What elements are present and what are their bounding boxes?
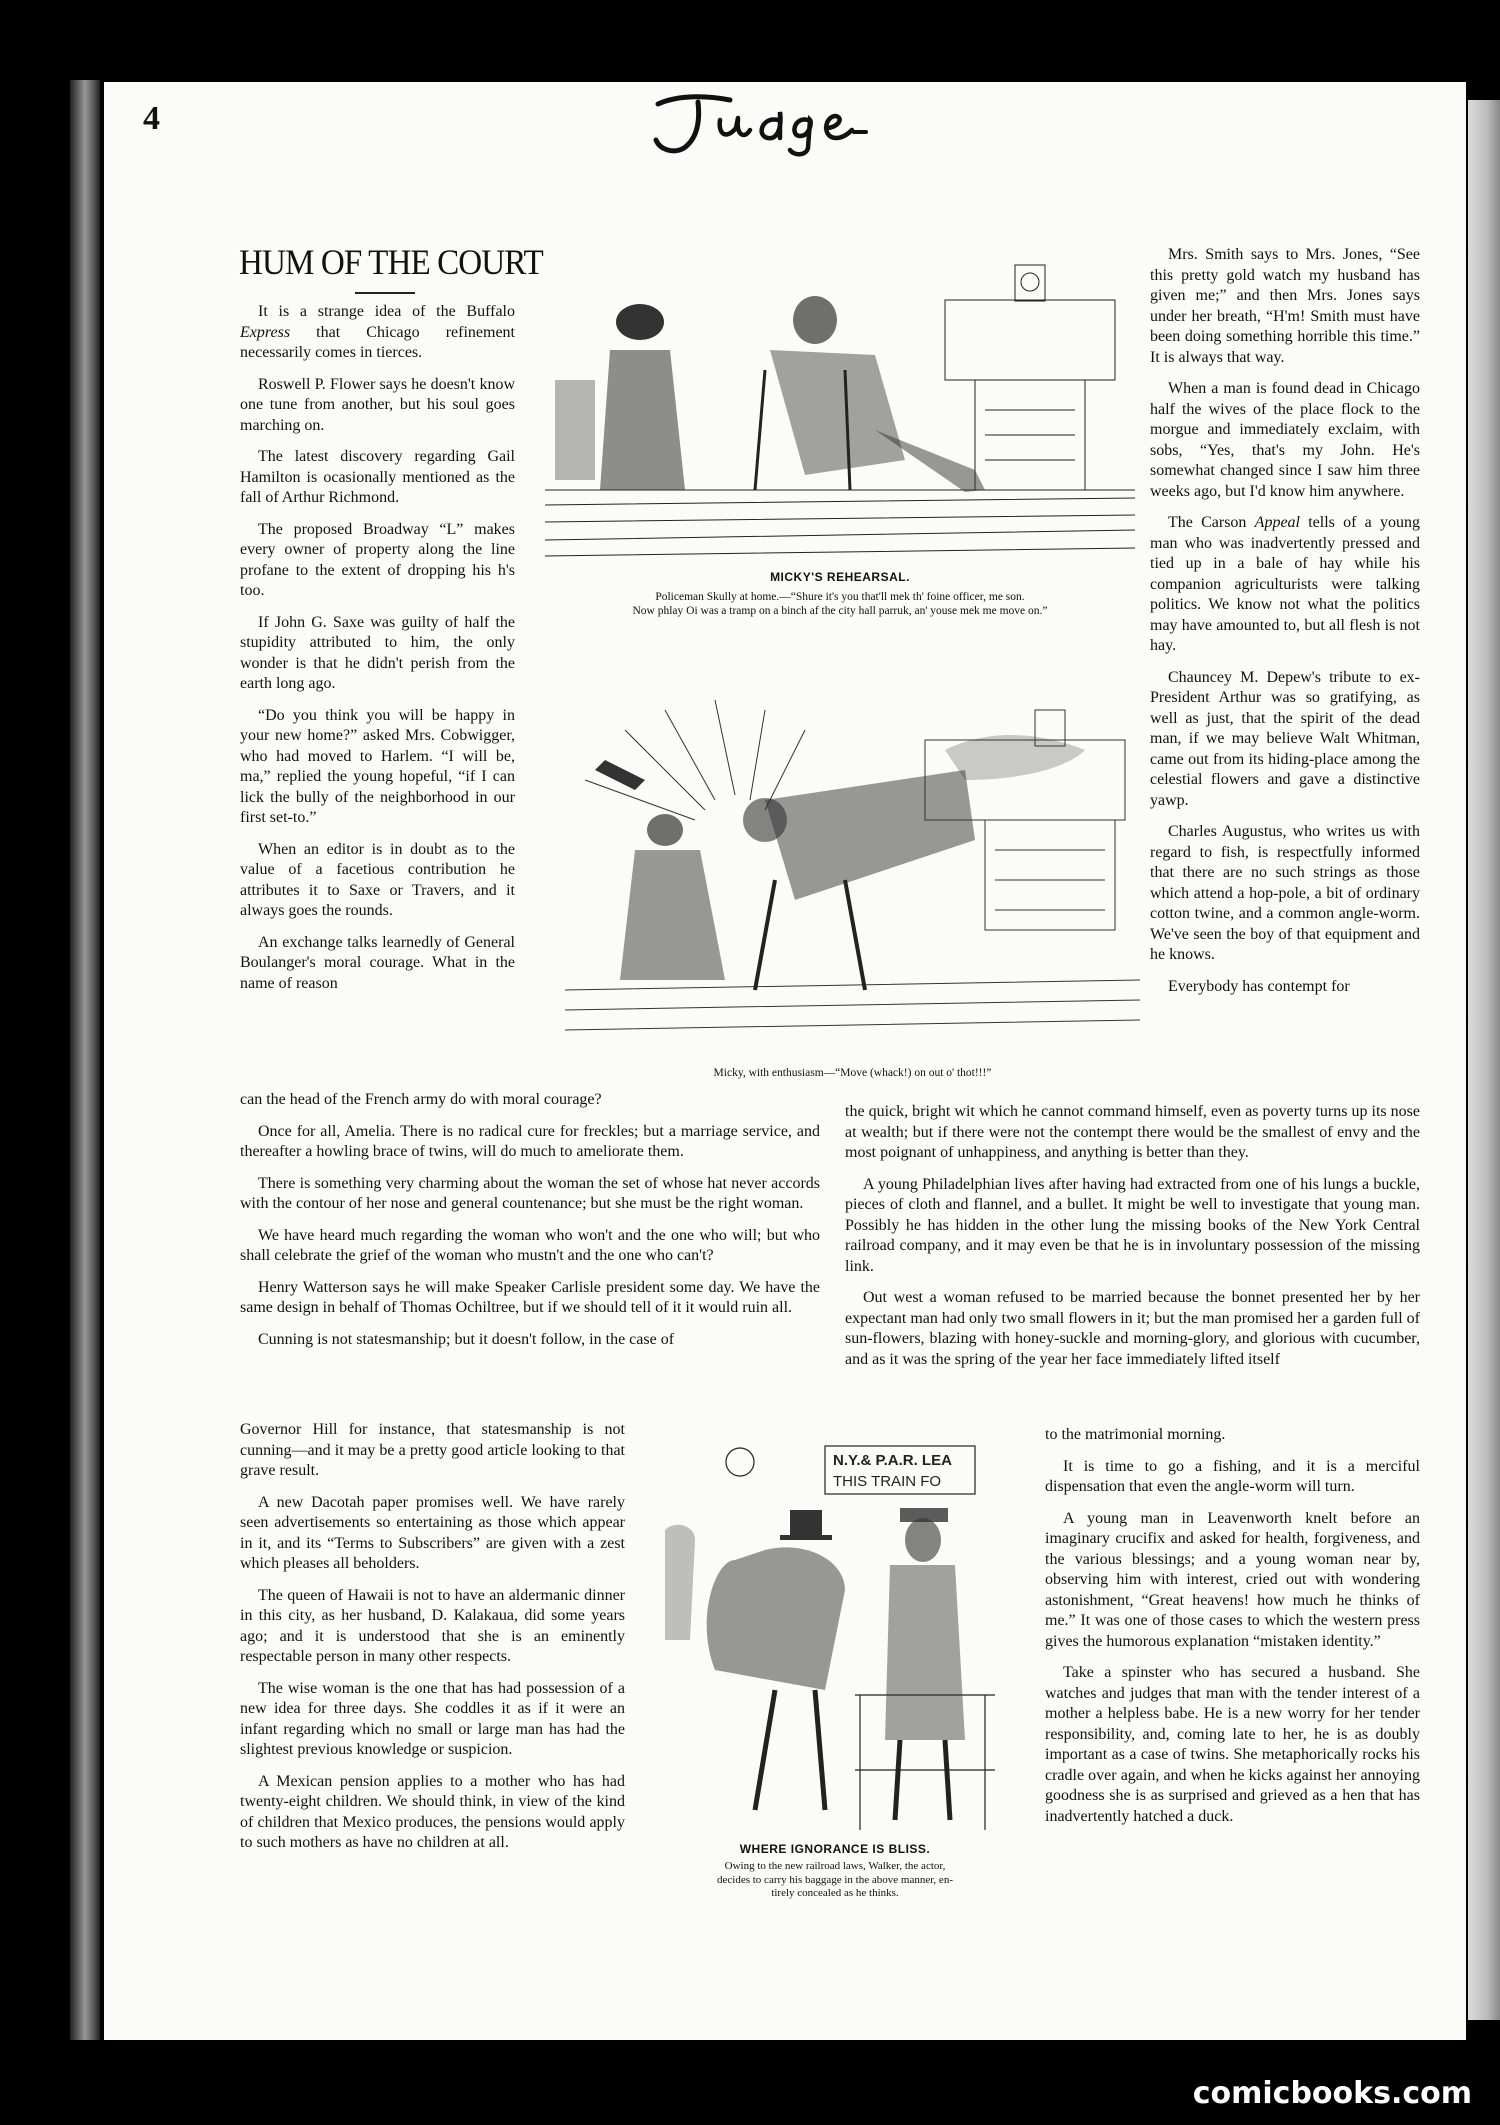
illustration-caption xyxy=(535,590,1145,618)
paragraph: Cunning is not statesmanship; but it doesn't follow, in the case of xyxy=(258,1330,675,1348)
paragraph-continuation: can the head of the French army do with moral courage? xyxy=(240,1091,602,1108)
paragraph: The wise woman is the one that has had possession of a new idea for three days. She coddles it as if it were an infant regarding which no small or large man has had the slightest previous knowledge or suspicion. xyxy=(240,1679,625,1758)
paragraph: Chauncey M. Depew's tribute to ex-President Arthur was so gratifying, as well as just, that the spirit of the dead man, if we may believe Walt Whitman, came out from its hiding-place among the celestial flowers and gave a distinctive yawp. xyxy=(1150,668,1420,809)
caption-line: Now phlay Oi was a tramp on a binch af the city hall parruk, an' youse mek me move on.” xyxy=(632,605,1048,617)
paragraph-continuation: the quick, bright wit which he cannot command himself, even as poverty turns up its nose at wealth; but if there were not the contempt there would be the smallest of envy and the most poignant of unhappiness, and anything is better than they. xyxy=(845,1103,1420,1161)
section-title: HUM OF THE COURT xyxy=(239,242,543,282)
train-sign-line1: N.Y.& P.A.R. LEA xyxy=(833,1452,952,1469)
title-rule xyxy=(355,292,415,294)
paragraph: When a man is found dead in Chicago half the wives of the place flock to the morgue and immediately exclaim, with sobs, “Yes, that's my John. He's somewhat changed since I saw him three weeks ago, but I'd know him anywhere. xyxy=(1150,380,1420,500)
paragraph: A young man in Leavenworth knelt before an imaginary crucifix and asked for health, forgiveness, and the various blessings; and a young woman near by, observing him with interest, cried out with wondering astonishment, “Great heavens! how much he thinks of me.” It was one of those cases to which the western press gives the humorous explanation “mistaken identity.” xyxy=(1045,1509,1420,1650)
paragraph: The queen of Hawaii is not to have an aldermanic dinner in this city, as her husband, D. Kalakaua, did some years ago; and it is understood that she is an eminently respectable person in many other respects. xyxy=(240,1586,625,1665)
illustration-caption xyxy=(645,1860,1025,1901)
train-sign-line2: THIS TRAIN FO xyxy=(833,1473,942,1490)
paragraph: It is a strange idea of the Buffalo Express that Chicago refinement necessarily comes in tierces. xyxy=(240,303,515,361)
caption-line: Policeman Skully at home.—“Shure it's you that'll mek th' foine officer, me son. xyxy=(655,591,1025,603)
book-binding-gutter xyxy=(70,80,100,2040)
paragraph: Roswell P. Flower says he doesn't know one tune from another, but his soul goes marching on. xyxy=(240,375,515,434)
caption-line: tirely concealed as he thinks. xyxy=(771,1887,899,1899)
paragraph: Charles Augustus, who writes us with regard to fish, is respectfully informed that there are no such strings as those which attend a hop-pole, a bit of ordinary cotton twine, and a common angle-worm. We've seen the boy of that equipment and he knows. xyxy=(1150,823,1420,963)
paragraph: A young Philadelphian lives after having had extracted from one of his lungs a buckle, pieces of cloth and flannel, and a bullet. It might be well to investigate that young man. Possibly he has hidden in the other lung the missing books of the New York Central railroad company, and it may even be that he is in involuntary possession of the missing link. xyxy=(845,1175,1420,1275)
paragraph: There is something very charming about the woman the set of whose hat never accords with the contour of her nose and general countenance; but she must be the right woman. xyxy=(240,1174,820,1212)
paragraph: A Mexican pension applies to a mother who has had twenty-eight children. We should think, in view of the kind of children that Mexico produces, the pensions would apply to such mothers as have no children at all. xyxy=(240,1772,625,1851)
paragraph: We have heard much regarding the woman who won't and the one who will; but who shall celebrate the grief of the woman who mustn't and the one who can't? xyxy=(240,1226,820,1264)
right-wide-block xyxy=(845,1102,1420,1381)
right-lower-column xyxy=(1045,1425,1420,1838)
right-column xyxy=(1150,245,1420,1008)
illustration-title: WHERE IGNORANCE IS BLISS. xyxy=(739,1842,931,1856)
caption-line: decides to carry his baggage in the above manner, en- xyxy=(717,1873,953,1886)
italic-title: Appeal xyxy=(1254,514,1300,531)
paragraph: Once for all, Amelia. There is no radical cure for freckles; but a marriage service, and thereafter a howling brace of twins, will do much to ameliorate them. xyxy=(240,1122,820,1160)
paragraph-continuation: Governor Hill for instance, that statesmanship is not cunning—and it may be a pretty good article looking to that grave result. xyxy=(240,1421,625,1479)
left-lower-column xyxy=(240,1420,625,1865)
judge-masthead-logo xyxy=(640,90,870,160)
paragraph: Everybody has contempt for xyxy=(1168,977,1350,995)
illustration-mickys-rehearsal xyxy=(545,260,1135,565)
illustration-caption: Micky, with enthusiasm—“Move (whack!) on out o' thot!!!” xyxy=(713,1067,992,1079)
illustration-micky-enthusiasm xyxy=(565,690,1140,1060)
paragraph: A new Dacotah paper promises well. We have rarely seen advertisements so entertaining as those which appear in it, and its “Terms to Subscribers” are given with a zest which pleases all beholders. xyxy=(240,1493,625,1572)
left-column xyxy=(240,302,515,1005)
paragraph: Henry Watterson says he will make Speaker Carlisle president some day. We have the same design in behalf of Thomas Ochiltree, but if we should tell of it it would ruin all. xyxy=(240,1278,820,1316)
italic-title: Express xyxy=(240,323,291,341)
illustration-where-ignorance-is-bliss xyxy=(655,1440,1015,1840)
paragraph: The Carson Appeal tells of a young man who was inadvertently pressed and tied up in a bale of hay while his companion agriculturists were talking politics. We know not what the politics may have amounted to, but all flesh is not hay. xyxy=(1150,514,1421,654)
illustration-title: MICKY'S REHEARSAL. xyxy=(770,570,910,584)
paragraph: The proposed Broadway “L” makes every owner of property along the line profane to the extent of dropping his h's too. xyxy=(240,520,515,599)
paragraph: “Do you think you will be happy in your new home?” asked Mrs. Cobwigger, who had moved to Harlem. “I will be, ma,” replied the young hopeful, “if I can lick the bully of the neighborhood in our first set-to.” xyxy=(240,706,515,826)
watermark: comicbooks.com xyxy=(1192,2076,1472,2111)
paragraph: Take a spinster who has secured a husband. She watches and judges that man with the tender interest of a mother a helpless babe. He is a new worry for her tender responsibility, and, coming late to her, he is as doubly important as a case of twins. She metaphorically rocks his cradle over again, and when he kicks against her annoying goodness she is as surprised and grieved as a hen that has inadvertently hatched a duck. xyxy=(1045,1664,1420,1825)
paragraph: Mrs. Smith says to Mrs. Jones, “See this pretty gold watch my husband has given me;” and then Mrs. Jones says under her breath, “H'm! Smith must have been doing something horrible this time.” It is always that way. xyxy=(1150,246,1420,366)
paragraph: The latest discovery regarding Gail Hamilton is ocasionally mentioned as the fall of Arthur Richmond. xyxy=(240,448,515,506)
paragraph-continuation: to the matrimonial morning. xyxy=(1045,1426,1226,1443)
left-wide-block xyxy=(240,1090,820,1361)
paragraph: If John G. Saxe was guilty of half the stupidity attributed to him, the only wonder is that he didn't perish from the earth long ago. xyxy=(240,613,515,692)
page-number: 4 xyxy=(143,100,160,137)
paragraph: It is time to go a fishing, and it is a merciful dispensation that even the angle-worm will turn. xyxy=(1045,1457,1420,1495)
paragraph: Out west a woman refused to be married because the bonnet presented her by her expectant man had only two small flowers in it; but the man promised her a garden full of sun-flowers, blazing with honey-suckle and morning-glory, and glorious with cucumber, and as it was the spring of the year her face immediately lifted itself xyxy=(845,1289,1420,1368)
next-page-edge xyxy=(1468,100,1500,2020)
paragraph: An exchange talks learnedly of General Boulanger's moral courage. What in the name of reason xyxy=(240,933,515,992)
caption-line: Owing to the new railroad laws, Walker, the actor, xyxy=(724,1860,946,1872)
paragraph: When an editor is in doubt as to the value of a facetious contribution he attributes it to Saxe or Travers, and it always goes the rounds. xyxy=(240,840,515,919)
